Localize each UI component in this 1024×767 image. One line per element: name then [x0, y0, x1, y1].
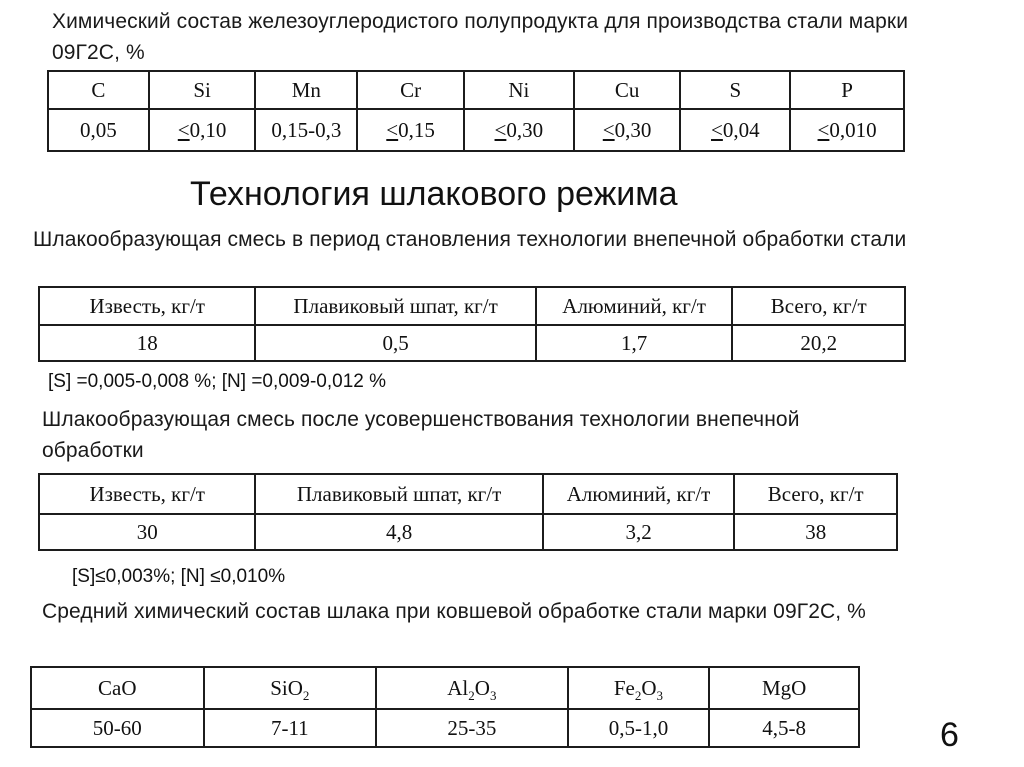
- chem-value-cell: [464, 109, 574, 151]
- slag-comp-value-cell: 50-60: [31, 709, 204, 747]
- chem-value-cell: [790, 109, 904, 151]
- slag2-value-cell: 4,8: [255, 514, 542, 550]
- slag1-value-cell: 18: [39, 325, 255, 361]
- slag1-value-cell: 0,5: [255, 325, 535, 361]
- slag1-value-cell: 20,2: [732, 325, 905, 361]
- chem-value-cell: [680, 109, 790, 151]
- slag1-value-cell: 1,7: [536, 325, 733, 361]
- chem-value-cell: [48, 109, 149, 151]
- formula-subscript: 2: [302, 687, 310, 703]
- chem-value-number: 0,15: [398, 117, 435, 142]
- sulfur-nitrogen-note-improved: [S]≤0,003%; [N] ≤0,010%: [72, 566, 286, 587]
- page-number: 6: [940, 716, 959, 754]
- chem-value-number: 0,30: [614, 117, 652, 142]
- chem-value-symbol: <: [817, 117, 830, 142]
- slag2-header-cell: Известь, кг/т: [39, 474, 255, 514]
- slag-comp-value-cell: 25-35: [376, 709, 568, 747]
- chem-header-cell: Si: [149, 71, 256, 109]
- formula-base: CaO: [98, 675, 137, 700]
- chem-value-cell: [574, 109, 681, 151]
- slag1-header-cell: Всего, кг/т: [732, 287, 905, 325]
- slag-comp-header-cell: [376, 667, 568, 709]
- slag1-header-cell: Алюминий, кг/т: [536, 287, 733, 325]
- chem-value-cell: [255, 109, 357, 151]
- slag-comp-header-cell: [709, 667, 859, 709]
- formula-base: MgO: [761, 675, 807, 700]
- formula-base: SiO: [270, 675, 303, 700]
- chem-header-cell: Cu: [574, 71, 681, 109]
- slag-comp-header-cell: [31, 667, 204, 709]
- chem-value-cell: [149, 109, 256, 151]
- slag-comp-header-cell: [568, 667, 710, 709]
- chem-header-cell: Mn: [255, 71, 357, 109]
- slag-composition-table: [30, 666, 860, 748]
- chem-value-cell: [357, 109, 464, 151]
- slag-comp-header-cell: [204, 667, 377, 709]
- chem-composition-table: [47, 70, 905, 152]
- sulfur-nitrogen-note-initial: [S] =0,005-0,008 %; [N] =0,009-0,012 %: [48, 371, 387, 392]
- chem-value-number: 0,30: [506, 117, 544, 142]
- chem-value-number: 0,10: [189, 117, 227, 142]
- slag1-header-cell: Известь, кг/т: [39, 287, 255, 325]
- chem-value-symbol: <: [177, 117, 190, 142]
- chem-value-number: 0,15-0,3: [271, 117, 342, 142]
- chem-header-cell: Ni: [464, 71, 574, 109]
- chem-header-cell: C: [48, 71, 149, 109]
- chem-value-symbol: <: [494, 117, 507, 142]
- slag-mix-improved-caption: Шлакообразующая смесь после усовершенствования технологии внепечной обработки: [42, 408, 800, 462]
- formula-subscript: 3: [489, 687, 497, 703]
- slag2-header-cell: Плавиковый шпат, кг/т: [255, 474, 542, 514]
- slag-mix-initial-table: [38, 286, 906, 362]
- slag2-header-cell: Алюминий, кг/т: [543, 474, 735, 514]
- chem-value-symbol: <: [711, 117, 723, 142]
- slag2-value-cell: 38: [734, 514, 897, 550]
- chem-value-symbol: <: [386, 117, 399, 142]
- formula-base: Al: [447, 675, 469, 700]
- slag-comp-value-cell: 0,5-1,0: [568, 709, 710, 747]
- formula-tail: O: [474, 675, 490, 700]
- slag1-header-cell: Плавиковый шпат, кг/т: [255, 287, 535, 325]
- slag2-header-cell: Всего, кг/т: [734, 474, 897, 514]
- formula-subscript: 2: [634, 687, 642, 703]
- formula-subscript: 3: [656, 687, 664, 703]
- chem-value-symbol: <: [602, 117, 615, 142]
- slag-mix-improved-table: [38, 473, 898, 551]
- chem-header-cell: Cr: [357, 71, 464, 109]
- chem-table-caption: Химический состав железоуглеродистого полупродукта для производства стали марки 09Г2С, %: [52, 10, 909, 64]
- slag-comp-value-cell: 4,5-8: [709, 709, 859, 747]
- formula-base: Fe: [613, 675, 635, 700]
- slag2-value-cell: 3,2: [543, 514, 735, 550]
- chem-value-number: 0,010: [829, 117, 877, 142]
- slag-composition-caption: Средний химический состав шлака при ковшевой обработке стали марки 09Г2С, %: [42, 600, 866, 623]
- chem-header-cell: P: [790, 71, 904, 109]
- chem-header-cell: S: [680, 71, 790, 109]
- chem-value-number: 0,04: [722, 117, 760, 142]
- formula-subscript: 2: [468, 687, 475, 703]
- slag-comp-value-cell: 7-11: [204, 709, 377, 747]
- formula-tail: O: [641, 675, 657, 700]
- slag-mix-initial-caption: Шлакообразующая смесь в период становления технологии внепечной обработки стали: [33, 228, 907, 251]
- slag2-value-cell: 30: [39, 514, 255, 550]
- chem-value-number: 0,05: [79, 117, 117, 142]
- section-title: Технология шлакового режима: [190, 175, 678, 213]
